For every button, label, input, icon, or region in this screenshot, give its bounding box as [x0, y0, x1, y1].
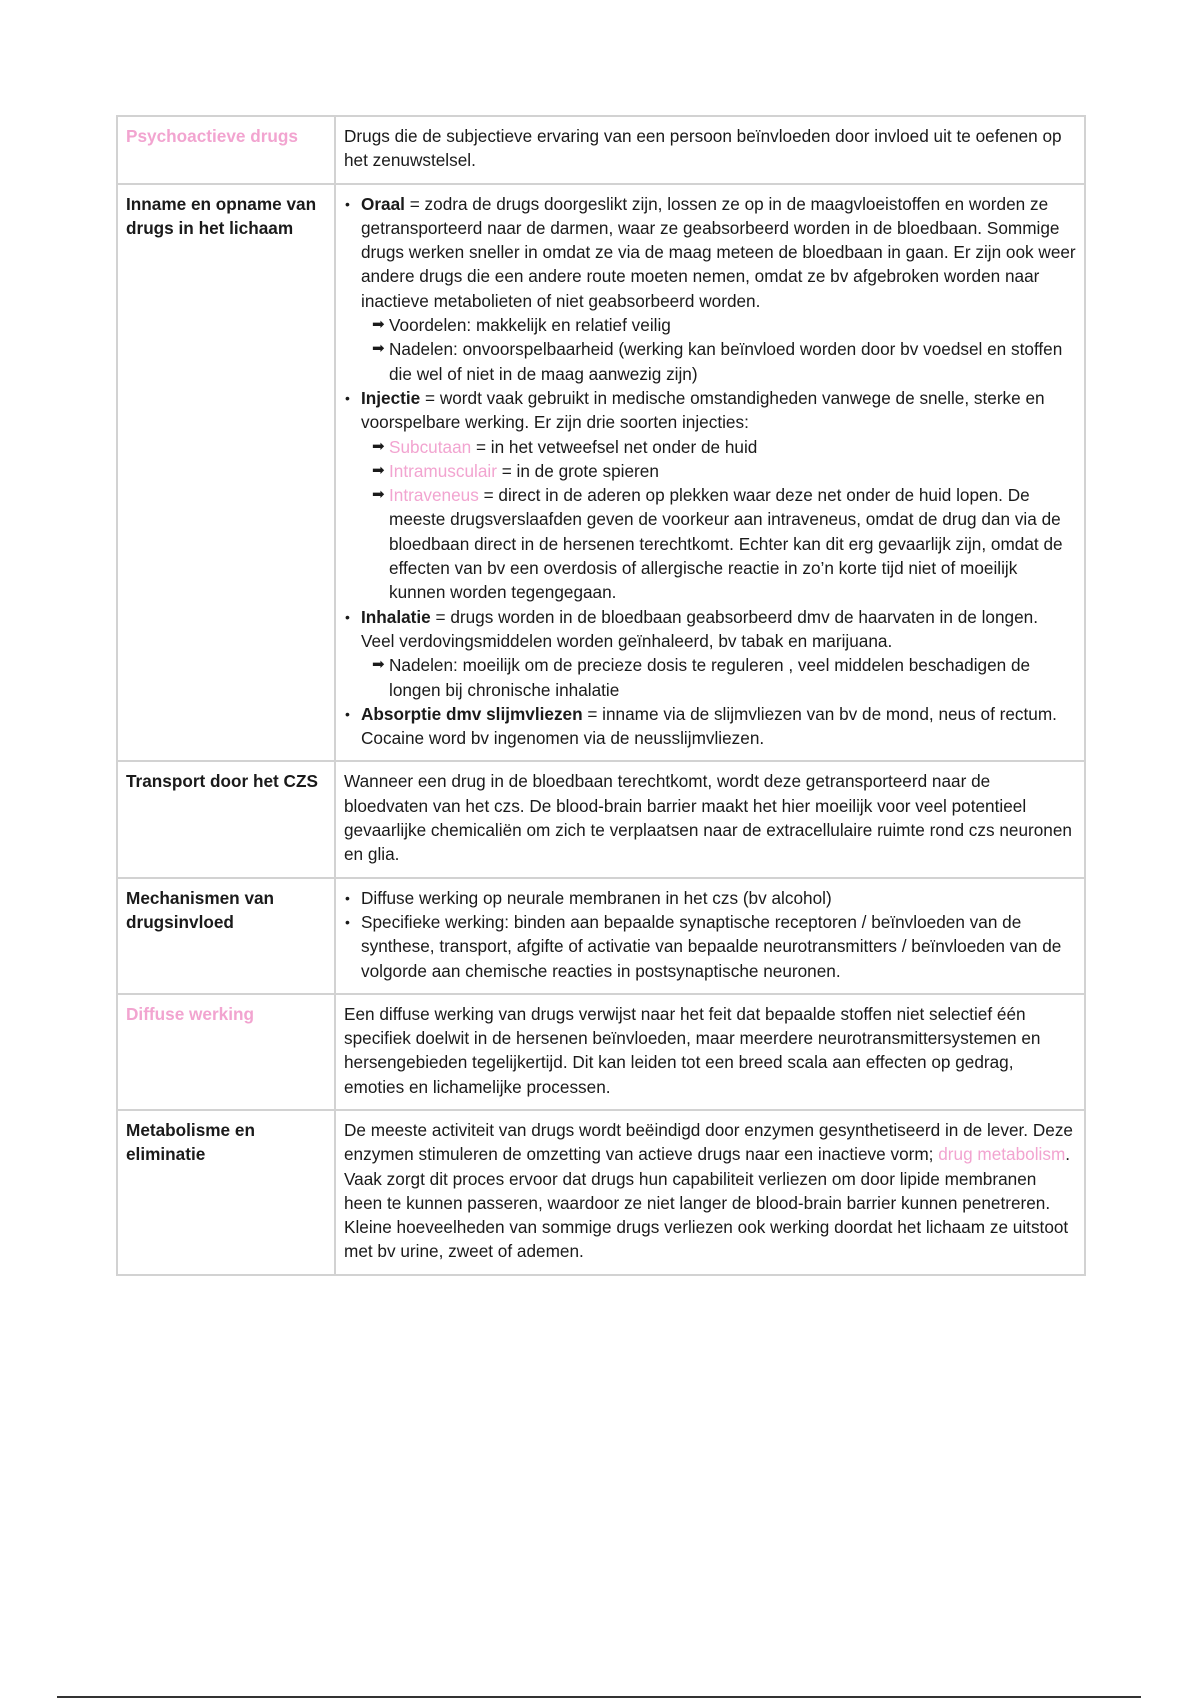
- term-psychoactieve-drugs: Psychoactieve drugs: [117, 116, 335, 184]
- table-row: [117, 184, 1085, 762]
- right-arrow-icon: ➡: [372, 461, 385, 479]
- right-arrow-icon: ➡: [372, 316, 385, 334]
- absorptie-text: = inname via de slijmvliezen van bv de mond, neus of rectum. Cocaine word bv ingenomen via de neusslijmvliezen.: [361, 703, 1057, 749]
- inhalatie-nadelen: [361, 653, 1076, 702]
- oraal-voordelen-text: Voordelen: makkelijk en relatief veilig: [389, 315, 671, 336]
- oraal-nadelen-text: Nadelen: onvoorspelbaarheid (werking kan beïnvloed worden door bv voedsel en stoffen die wel of niet in de maag aanwezig zijn): [389, 339, 1063, 384]
- definition-metabolisme: [335, 1110, 1085, 1275]
- inname-list: [344, 192, 1076, 751]
- inhalatie-nadelen-text: Nadelen: moeilijk om de precieze dosis te reguleren , veel middelen beschadigen de longen bij chronische inhalatie: [389, 655, 1031, 700]
- metabolisme-text-after: . Vaak zorgt dit proces ervoor dat drugs hun capabiliteit verliezen om door lipide membranen heen te kunnen passeren, waardoor ze niet langer de blood-brain barrier kunnen penetreren. Kleine hoeveelheden van sommige drugs verliezen ook werking doordat het lichaam ze uitstoot met bv urine, zweet of ademen.: [344, 1144, 1071, 1262]
- table-row: [117, 1110, 1085, 1275]
- list-item-absorptie: [344, 702, 1076, 751]
- list-item: • Specifieke werking: binden aan bepaalde synaptische receptoren / beïnvloeden van de synthese, transport, afgifte of activatie van bepaalde neurotransmitters / beïnvloeden van de volgorde aan chemische reacties in postsynaptische neuronen.: [344, 910, 1076, 983]
- subcutaan-text: = in het vetweefsel net onder de huid: [471, 436, 758, 457]
- right-arrow-icon: ➡: [372, 437, 385, 455]
- term-diffuse-werking: Diffuse werking: [117, 994, 335, 1110]
- inhalatie-text: = drugs worden in de bloedbaan geabsorbeerd dmv de haarvaten in de longen. Veel verdovingsmiddelen worden geïnhaleerd, bv tabak en marijuana.: [361, 606, 1038, 651]
- inhalatie-label: Inhalatie: [361, 606, 431, 627]
- intraveneus-label: Intraveneus: [389, 485, 479, 506]
- list-item: • Diffuse werking op neurale membranen in het czs (bv alcohol): [344, 886, 1076, 910]
- injectie-subcutaan: [361, 435, 1076, 459]
- oraal-nadelen: [361, 337, 1076, 386]
- table-row: [117, 878, 1085, 994]
- notes-table: [116, 115, 1086, 1276]
- metabolisme-highlight: drug metabolism: [938, 1144, 1066, 1165]
- term-mechanismen: Mechanismen van drugsinvloed: [117, 878, 335, 994]
- table-row: [117, 116, 1085, 184]
- oraal-text: = zodra de drugs doorgeslikt zijn, lossen ze op in de maagvloeistoffen en worden ze getransporteerd naar de darmen, waar ze geabsorbeerd worden in de bloedbaan. Sommige drugs werken sneller in omdat ze via de maag meteen de bloedbaan in gaan. Er zijn ook weer andere drugs die een andere route moeten nemen, omdat ze bv afgebroken worden naar inactieve metabolieten of niet geabsorbeerd worden.: [361, 193, 1076, 311]
- right-arrow-icon: ➡: [372, 656, 385, 674]
- injectie-text: = wordt vaak gebruikt in medische omstandigheden vanwege de snelle, sterke en voorspelbare werking. Er zijn drie soorten injecties:: [361, 387, 1045, 433]
- list-item-inhalatie: [344, 605, 1076, 702]
- right-arrow-icon: ➡: [372, 486, 385, 504]
- term-transport-czs: Transport door het CZS: [117, 761, 335, 877]
- intraveneus-text: = direct in de aderen op plekken waar deze net onder de huid lopen. De meeste drugsverslaafden geven de voorkeur aan intraveneus, omdat de drug dan via de bloedbaan direct in de hersenen terechtkomt. Echter kan dit erg gevaarlijk zijn, omdat de effecten van bv een overdosis of allergische reactie in zo’n korte tijd niet of moeilijk kunnen worden tegengegaan.: [389, 485, 1063, 603]
- definition-diffuse-werking: Een diffuse werking van drugs verwijst naar het feit dat bepaalde stoffen niet selectief één specifiek doelwit in de hersenen beïnvloeden, maar meerdere neurotransmittersystemen en hersengebieden tegelijkertijd. Dit kan leiden tot een breed scala aan effecten op gedrag, emoties en lichamelijke processen.: [335, 994, 1085, 1110]
- definition-inname-en-opname: [335, 184, 1085, 762]
- intramusculair-label: Intramusculair: [389, 460, 497, 481]
- term-metabolisme: Metabolisme en eliminatie: [117, 1110, 335, 1275]
- mechanismen-list: [344, 886, 1076, 983]
- injectie-intraveneus: [361, 483, 1076, 604]
- subcutaan-label: Subcutaan: [389, 436, 472, 457]
- list-item-oraal: [344, 192, 1076, 386]
- table-row: [117, 761, 1085, 877]
- intramusculair-text: = in de grote spieren: [496, 460, 659, 481]
- metabolisme-text-before: De meeste activiteit van drugs wordt beëindigd door enzymen gesynthetiseerd in de lever. Deze enzymen stimuleren de omzetting van actieve drugs naar een inactieve vorm;: [344, 1119, 1073, 1165]
- injectie-label: Injectie: [361, 387, 421, 408]
- term-inname-en-opname: Inname en opname van drugs in het lichaam: [117, 184, 335, 762]
- footer-divider: [57, 1696, 1141, 1698]
- right-arrow-icon: ➡: [372, 340, 385, 358]
- definition-mechanismen: [335, 878, 1085, 994]
- table-row: [117, 994, 1085, 1110]
- injectie-intramusculair: [361, 459, 1076, 483]
- oraal-voordelen: [361, 313, 1076, 337]
- absorptie-label: Absorptie dmv slijmvliezen: [361, 703, 583, 724]
- list-item-injectie: [344, 386, 1076, 605]
- definition-psychoactieve-drugs: Drugs die de subjectieve ervaring van een persoon beïnvloeden door invloed uit te oefenen op het zenuwstelsel.: [335, 116, 1085, 184]
- oraal-label: Oraal: [361, 193, 405, 214]
- definition-transport-czs: Wanneer een drug in de bloedbaan terechtkomt, wordt deze getransporteerd naar de bloedvaten van het czs. De blood-brain barrier maakt het hier moeilijk voor veel potentieel gevaarlijke chemicaliën om zich te verplaatsen naar de extracellulaire ruimte rond czs neuronen en glia.: [335, 761, 1085, 877]
